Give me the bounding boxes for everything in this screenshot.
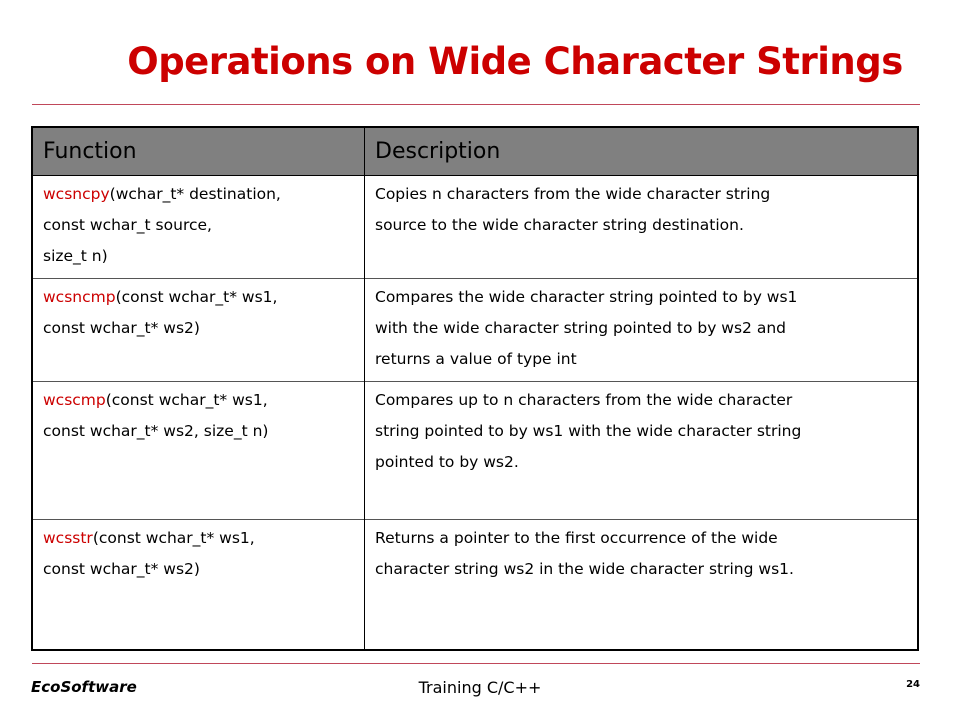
description-text: Compares up to n characters from the wide character string pointed to by ws1 with the wide character string pointed to by ws2. (375, 390, 802, 471)
description-cell (365, 381, 919, 519)
function-signature: (const wchar_t* ws1, const wchar_t* ws2) (43, 528, 255, 578)
table-row (32, 381, 918, 519)
top-divider (32, 104, 920, 105)
function-name: wcscmp (43, 390, 106, 409)
function-signature: (wchar_t* destination, const wchar_t source, size_t n) (43, 184, 281, 265)
description-text: Copies n characters from the wide character string source to the wide character string destination. (375, 184, 771, 234)
functions-table (31, 126, 919, 651)
functions-table-container (31, 126, 919, 651)
description-cell (365, 519, 919, 650)
table-row (32, 175, 918, 278)
header-description: Description (365, 127, 919, 175)
description-text: Returns a pointer to the first occurrence of the wide character string ws2 in the wide character string ws1. (375, 528, 794, 578)
function-name: wcsncmp (43, 287, 116, 306)
footer-brand: EcoSoftware (31, 678, 137, 696)
page-number: 24 (906, 679, 920, 690)
function-cell (32, 278, 365, 381)
slide-title: Operations on Wide Character Strings (127, 40, 903, 83)
function-name: wcsstr (43, 528, 93, 547)
function-cell (32, 519, 365, 650)
description-cell (365, 175, 919, 278)
description-text: Compares the wide character string pointed to by ws1 with the wide character string pointed to by ws2 and returns a value of type int (375, 287, 798, 368)
table-header-row (32, 127, 918, 175)
function-cell (32, 381, 365, 519)
function-name: wcsncpy (43, 184, 110, 203)
function-signature: (const wchar_t* ws1, const wchar_t* ws2, size_t n) (43, 390, 269, 440)
description-cell (365, 278, 919, 381)
table-row (32, 519, 918, 650)
footer-course-title: Training C/C++ (418, 678, 542, 697)
function-signature: (const wchar_t* ws1, const wchar_t* ws2) (43, 287, 278, 337)
table-row (32, 278, 918, 381)
header-function: Function (32, 127, 365, 175)
function-cell (32, 175, 365, 278)
bottom-divider (32, 663, 920, 664)
